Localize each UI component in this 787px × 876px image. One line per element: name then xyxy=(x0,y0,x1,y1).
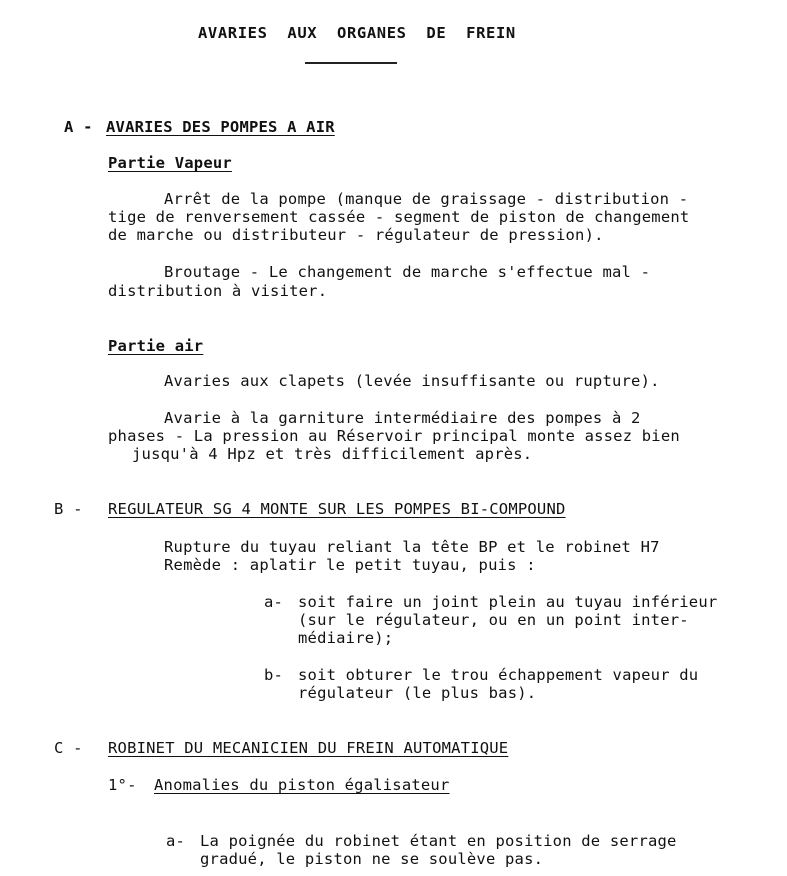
page-title: AVARIES AUX ORGANES DE FREIN xyxy=(198,24,516,42)
section-a-heading: AVARIES DES POMPES A AIR xyxy=(106,118,335,136)
b-line-2: Remède : aplatir le petit tuyau, puis : xyxy=(164,556,536,574)
c-sub-marker: 1°- xyxy=(108,776,137,794)
vapeur-line-5: distribution à visiter. xyxy=(108,282,328,300)
b-item-a-line-1: soit faire un joint plein au tuyau inférieur xyxy=(298,593,718,611)
b-item-a-marker: a- xyxy=(264,593,284,611)
b-line-1: Rupture du tuyau reliant la tête BP et le robinet H7 xyxy=(164,538,660,556)
section-b-marker: B - xyxy=(54,500,83,518)
air-line-4: jusqu'à 4 Hpz et très difficilement après. xyxy=(132,445,533,463)
c-item-a-marker: a- xyxy=(166,832,186,850)
section-c-heading: ROBINET DU MECANICIEN DU FREIN AUTOMATIQUE xyxy=(108,739,509,757)
section-c-marker: C - xyxy=(54,739,83,757)
b-item-b-line-2: régulateur (le plus bas). xyxy=(298,684,537,702)
partie-vapeur-heading: Partie Vapeur xyxy=(108,154,232,172)
air-line-1: Avaries aux clapets (levée insuffisante ou rupture). xyxy=(164,372,660,390)
c-sub-heading: Anomalies du piston égalisateur xyxy=(154,776,450,794)
c-item-a-line-1: La poignée du robinet étant en position de serrage xyxy=(200,832,677,850)
section-a-marker: A - xyxy=(64,118,93,136)
vapeur-line-4: Broutage - Le changement de marche s'effectue mal - xyxy=(164,263,651,281)
b-item-b-line-1: soit obturer le trou échappement vapeur du xyxy=(298,666,699,684)
vapeur-line-1: Arrêt de la pompe (manque de graissage - distribution - xyxy=(164,190,689,208)
air-line-2: Avarie à la garniture intermédiaire des pompes à 2 xyxy=(164,409,641,427)
b-item-a-line-2: (sur le régulateur, ou en un point inter- xyxy=(298,611,689,629)
title-underline xyxy=(305,62,397,64)
partie-air-heading: Partie air xyxy=(108,337,204,355)
b-item-a-line-3: médiaire); xyxy=(298,629,394,647)
vapeur-line-3: de marche ou distributeur - régulateur de pression). xyxy=(108,226,604,244)
vapeur-line-2: tige de renversement cassée - segment de piston de changement xyxy=(108,208,690,226)
c-item-a-line-2: gradué, le piston ne se soulève pas. xyxy=(200,850,544,868)
section-b-heading: REGULATEUR SG 4 MONTE SUR LES POMPES BI-COMPOUND xyxy=(108,500,566,518)
b-item-b-marker: b- xyxy=(264,666,284,684)
air-line-3: phases - La pression au Réservoir principal monte assez bien xyxy=(108,427,680,445)
